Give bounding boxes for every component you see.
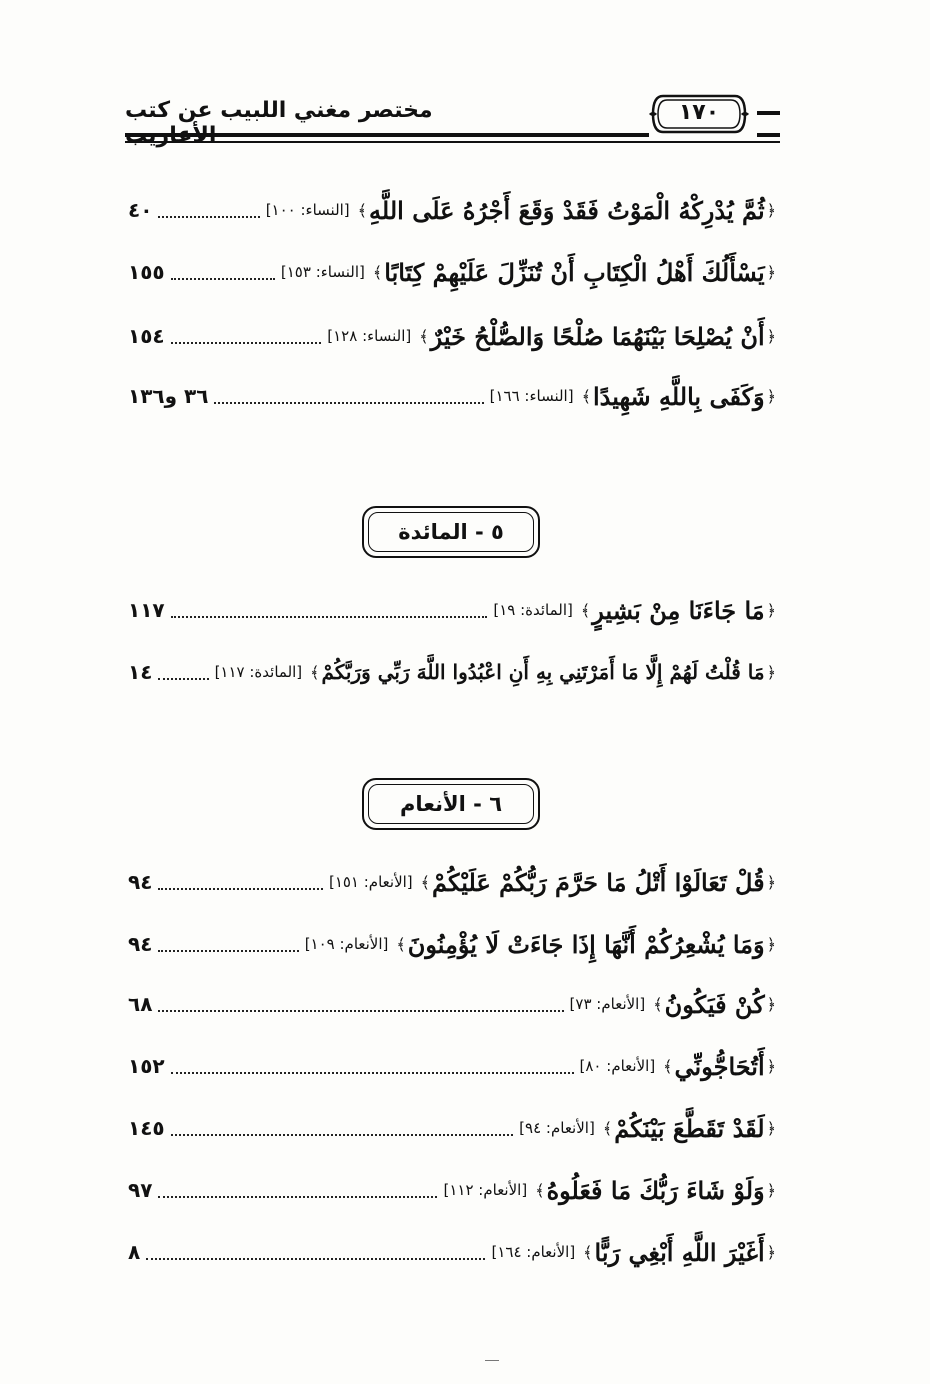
leader-dots [171, 614, 488, 618]
page-ref: ١٥٥ [128, 260, 165, 284]
header-rule-thin [125, 141, 780, 143]
verse-text: أَغَيْرَ اللَّهِ أَبْغِي رَبًّا [594, 1237, 765, 1267]
verse-text: ثُمَّ يُدْرِكْهُ الْمَوْتُ فَقَدْ وَقَعَ أَجْرُهُ عَلَى اللَّهِ [369, 195, 765, 225]
verse-text: وَمَا يُشْعِرُكُمْ أَنَّهَا إِذَا جَاءَتْ لَا يُؤْمِنُونَ [407, 929, 765, 959]
section-title: ٦ - الأنعام [399, 792, 503, 816]
leader-dots [214, 400, 483, 404]
page-ref: ١٥٤ [128, 324, 165, 348]
page-ref: ٣٦ و١٣٦ [128, 384, 209, 408]
leader-dots [171, 1070, 574, 1074]
header-rule-thick [125, 133, 649, 137]
page-ref: ١٤ [128, 660, 153, 684]
index-entry: ﴿ مَا قُلْتُ لَهُمْ إِلَّا مَا أَمَرْتَنِي بِهِ أَنِ اعْبُدُوا اللَّهَ رَبِّي وَرَبَّكُمْ ﴾ [المائدة: ١١٧] ١٤ [128, 660, 776, 684]
index-entry: ﴿ أَغَيْرَ اللَّهِ أَبْغِي رَبًّا ﴾ [الأنعام: ١٦٤] ٨ [128, 1237, 776, 1267]
leader-dots [158, 1008, 563, 1012]
index-entry: ﴿ وَكَفَى بِاللَّهِ شَهِيدًا ﴾ [النساء: ١٦٦] ٣٦ و١٣٦ [128, 381, 776, 411]
verse-reference: [الأنعام: ١٠٩] [304, 935, 389, 953]
scan-mark [485, 1360, 499, 1361]
index-entry: ﴿ قُلْ تَعَالَوْا أَتْلُ مَا حَرَّمَ رَبُّكُمْ عَلَيْكُمْ ﴾ [الأنعام: ١٥١] ٩٤ [128, 867, 776, 897]
leader-dots [158, 1194, 437, 1198]
verse-text: وَكَفَى بِاللَّهِ شَهِيدًا [592, 381, 765, 411]
verse-text: أَتُحَاجُّونِّي [674, 1051, 765, 1081]
index-entry: ﴿ أَتُحَاجُّونِّي ﴾ [الأنعام: ٨٠] ١٥٢ [128, 1051, 776, 1081]
verse-text: لَقَدْ تَقَطَّعَ بَيْنَكُمْ [614, 1113, 765, 1143]
index-entry: ﴿ يَسْأَلُكَ أَهْلُ الْكِتَابِ أَنْ تُنَزِّلَ عَلَيْهِمْ كِتَابًا ﴾ [النساء: ١٥٣] ١٥٥ [128, 257, 776, 287]
verse-text: مَا قُلْتُ لَهُمْ إِلَّا مَا أَمَرْتَنِي بِهِ أَنِ اعْبُدُوا اللَّهَ رَبِّي وَرَبَّكُمْ [321, 660, 765, 684]
header-rule-right [757, 133, 780, 137]
verse-reference: [النساء: ١٥٣] [280, 263, 365, 281]
index-entry: ﴿ مَا جَاءَنَا مِنْ بَشِيرٍ ﴾ [المائدة: ١٩] ١١٧ [128, 595, 776, 625]
section-title: ٥ - المائدة [398, 520, 504, 544]
page-ref: ٩٧ [128, 1178, 153, 1202]
verse-reference: [الأنعام: ١١٢] [443, 1181, 528, 1199]
page-ref: ١٤٥ [128, 1116, 165, 1140]
verse-text: كُنْ فَيَكُونُ [664, 989, 765, 1019]
page-ref: ١٥٢ [128, 1054, 165, 1078]
page-header [125, 92, 780, 152]
leader-dots [158, 886, 323, 890]
verse-text: قُلْ تَعَالَوْا أَتْلُ مَا حَرَّمَ رَبُّكُمْ عَلَيْكُمْ [432, 867, 765, 897]
verse-text: مَا جَاءَنَا مِنْ بَشِيرٍ [592, 595, 765, 625]
leader-dots [171, 340, 322, 344]
leader-dots [171, 276, 275, 280]
verse-reference: [الأنعام: ٧٣] [569, 995, 646, 1013]
verse-reference: [النساء: ١٢٨] [327, 327, 412, 345]
leader-dots [158, 948, 298, 952]
index-entry: ﴿ ثُمَّ يُدْرِكْهُ الْمَوْتُ فَقَدْ وَقَعَ أَجْرُهُ عَلَى اللَّهِ ﴾ [النساء: ١٠٠] ٤٠ [128, 195, 776, 225]
verse-text: وَلَوْ شَاءَ رَبُّكَ مَا فَعَلُوهُ [546, 1175, 765, 1205]
page-number: ١٧٠ [678, 100, 720, 125]
leader-dots [158, 214, 259, 218]
leader-dots [158, 676, 208, 680]
index-entry: ﴿ وَلَوْ شَاءَ رَبُّكَ مَا فَعَلُوهُ ﴾ [الأنعام: ١١٢] ٩٧ [128, 1175, 776, 1205]
verse-reference: [الأنعام: ١٥١] [328, 873, 413, 891]
page-ref: ١١٧ [128, 598, 165, 622]
verse-reference: [النساء: ١٠٠] [265, 201, 350, 219]
index-entry: ﴿ كُنْ فَيَكُونُ ﴾ [الأنعام: ٧٣] ٦٨ [128, 989, 776, 1019]
verse-reference: [النساء: ١٦٦] [489, 387, 574, 405]
page-ref: ٨ [128, 1240, 141, 1264]
verse-reference: [المائدة: ١١٧] [214, 663, 303, 681]
page-number-frame [649, 92, 749, 136]
index-entry: ﴿ وَمَا يُشْعِرُكُمْ أَنَّهَا إِذَا جَاءَتْ لَا يُؤْمِنُونَ ﴾ [الأنعام: ١٠٩] ٩٤ [128, 929, 776, 959]
verse-text: أَنْ يُصْلِحَا بَيْنَهُمَا صُلْحًا وَالصُّلْحُ خَيْرٌ [430, 321, 765, 351]
verse-reference: [الأنعام: ٩٤] [519, 1119, 595, 1137]
page-ref: ٩٤ [128, 932, 153, 956]
book-title: مختصر مغني اللبيب عن كتب [125, 98, 433, 123]
verse-reference: [المائدة: ١٩] [493, 601, 573, 619]
leader-dots [171, 1132, 514, 1136]
section-heading-box [362, 506, 540, 558]
verse-reference: [الأنعام: ١٦٤] [491, 1243, 576, 1261]
index-entry: ﴿ أَنْ يُصْلِحَا بَيْنَهُمَا صُلْحًا وَالصُّلْحُ خَيْرٌ ﴾ [النساء: ١٢٨] ١٥٤ [128, 321, 776, 351]
section-heading-box [362, 778, 540, 830]
verse-reference: [الأنعام: ٨٠] [579, 1057, 656, 1075]
page-ref: ٤٠ [128, 198, 153, 222]
index-entry: ﴿ لَقَدْ تَقَطَّعَ بَيْنَكُمْ ﴾ [الأنعام: ٩٤] ١٤٥ [128, 1113, 776, 1143]
page-ref: ٦٨ [128, 992, 153, 1016]
leader-dots [146, 1256, 485, 1260]
page-ref: ٩٤ [128, 870, 153, 894]
header-dash [757, 111, 780, 115]
verse-text: يَسْأَلُكَ أَهْلُ الْكِتَابِ أَنْ تُنَزِّلَ عَلَيْهِمْ كِتَابًا [384, 257, 765, 287]
